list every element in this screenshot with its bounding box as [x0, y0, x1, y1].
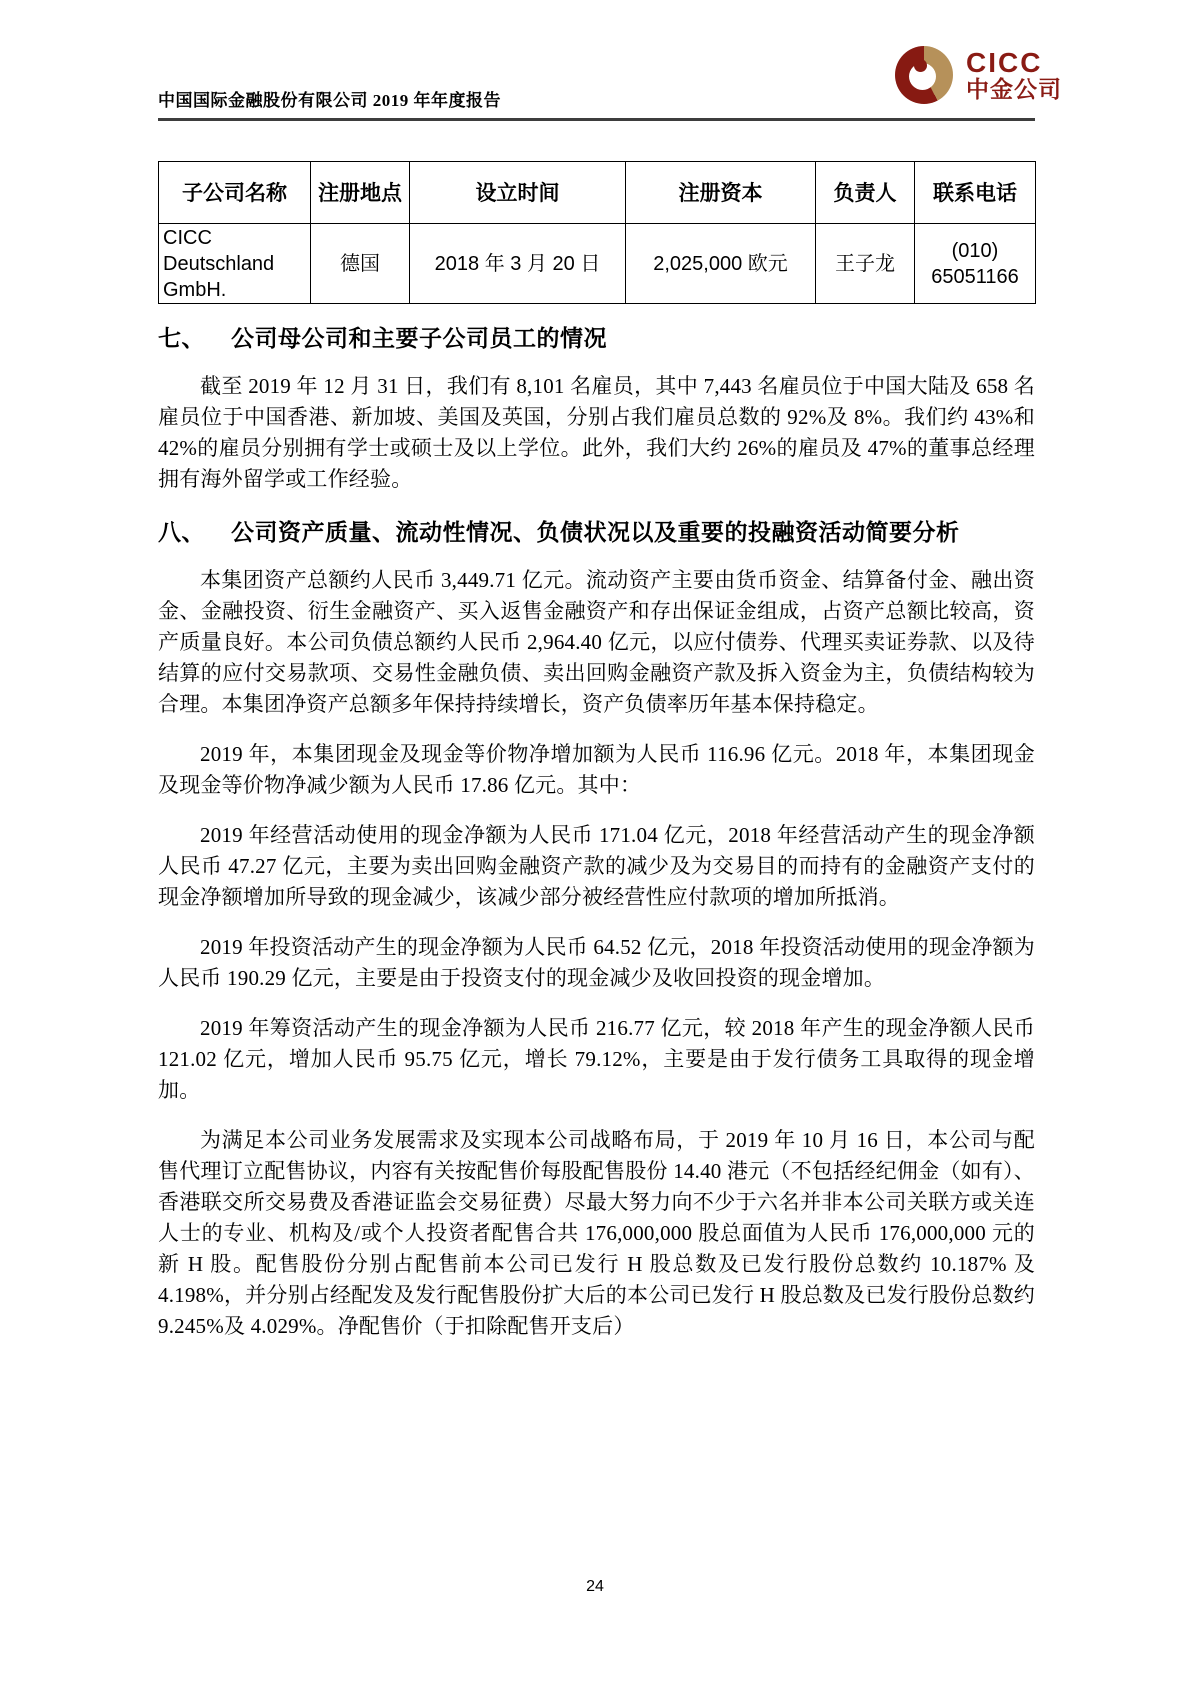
page-content [158, 121, 1035, 1342]
table-row [159, 224, 1036, 304]
section-8-paragraph-4: 2019 年投资活动产生的现金净额为人民币 64.52 亿元，2018 年投资活动使用的现金净额为人民币 190.29 亿元，主要是由于投资支付的现金减少及收回投资的现金增加。 [158, 935, 1035, 990]
cell-subsidiary-name: CICC Deutschland GmbH. [159, 224, 311, 304]
col-header-establish-date: 设立时间 [410, 162, 626, 224]
section-8-paragraph-3: 2019 年经营活动使用的现金净额为人民币 171.04 亿元，2018 年经营活动产生的现金净额人民币 47.27 亿元，主要为卖出回购金融资产款的减少及为交易目的而持有的金融资产支付的现金净额增加所导致的现金减少，该减少部分被经营性应付款项的增加所抵消。 [158, 823, 1035, 909]
logo-chinese-text: 中金公司 [966, 76, 1062, 102]
section-8-title: 公司资产质量、流动性情况、负债状况以及重要的投融资活动简要分析 [231, 519, 960, 545]
cicc-logo-icon [895, 46, 953, 104]
section-7-title: 公司母公司和主要子公司员工的情况 [231, 325, 607, 351]
page-header [0, 0, 1190, 121]
cicc-logo [895, 46, 1062, 104]
cicc-logo-text [966, 48, 1062, 102]
cell-contact-phone: (010) 65051166 [915, 224, 1036, 304]
section-8-paragraph-6: 为满足本公司业务发展需求及实现本公司战略布局，于 2019 年 10 月 16 日，本公司与配售代理订立配售协议，内容有关按配售价每股配售股份 14.40 港元（不包括经纪佣金（如有）、香港联交所交易费及香港证监会交易征费）尽最大努力向不少于六名并非本公司关联方或关连人士的专业、机构及/或个人投资者配售合共 176,000,000 股总面值为人民币 176,000,000 元的新 H 股。配售股份分别占配售前本公司已发行 H 股总数及已发行股份总数约 10.187% 及 4.198%，并分别占经配发及发行配售股份扩大后的本公司已发行 H 股总数及已发行股份总数约 9.245%及 4.029%。净配售价（于扣除配售开支后） [158, 1128, 1035, 1338]
col-header-contact-phone: 联系电话 [915, 162, 1036, 224]
cell-registered-location: 德国 [311, 224, 410, 304]
cell-establish-date: 2018 年 3 月 20 日 [410, 224, 626, 304]
report-title: 中国国际金融股份有限公司 2019 年年度报告 [158, 91, 501, 110]
col-header-person-in-charge: 负责人 [816, 162, 915, 224]
col-header-registered-location: 注册地点 [311, 162, 410, 224]
section-8-paragraph-5: 2019 年筹资活动产生的现金净额为人民币 216.77 亿元，较 2018 年产生的现金净额人民币 121.02 亿元，增加人民币 95.75 亿元，增长 79.12%，主要是由于发行债务工具取得的现金增加。 [158, 1016, 1035, 1102]
cell-person-in-charge: 王子龙 [816, 224, 915, 304]
col-header-subsidiary-name: 子公司名称 [159, 162, 311, 224]
section-8-paragraph-2: 2019 年，本集团现金及现金等价物净增加额为人民币 116.96 亿元。2018 年，本集团现金及现金等价物净减少额为人民币 17.86 亿元。其中： [158, 742, 1035, 797]
section-7-heading [158, 320, 1035, 353]
subsidiary-table [158, 161, 1036, 304]
section-8-heading [158, 514, 1035, 547]
section-7-paragraph-1: 截至 2019 年 12 月 31 日，我们有 8,101 名雇员，其中 7,443 名雇员位于中国大陆及 658 名雇员位于中国香港、新加坡、美国及英国，分别占我们雇员总数的 92%及 8%。我们约 43%和 42%的雇员分别拥有学士或硕士及以上学位。此外，我们大约 26%的雇员及 47%的董事总经理拥有海外留学或工作经验。 [158, 374, 1035, 491]
cell-registered-capital: 2,025,000 欧元 [626, 224, 816, 304]
section-7-number: 七、 [158, 325, 205, 351]
section-8-number: 八、 [158, 519, 205, 545]
logo-latin-text: CICC [966, 47, 1043, 79]
col-header-registered-capital: 注册资本 [626, 162, 816, 224]
section-8-paragraph-1: 本集团资产总额约人民币 3,449.71 亿元。流动资产主要由货币资金、结算备付金、融出资金、金融投资、衍生金融资产、买入返售金融资产和存出保证金组成，占资产总额比较高，资产质量良好。本公司负债总额约人民币 2,964.40 亿元，以应付债券、代理买卖证券款、以及待结算的应付交易款项、交易性金融负债、卖出回购金融资产款及拆入资金为主，负债结构较为合理。本集团净资产总额多年保持持续增长，资产负债率历年基本保持稳定。 [158, 568, 1035, 716]
header-divider [158, 118, 1035, 121]
page-number: 24 [586, 1578, 604, 1595]
table-header-row [159, 162, 1036, 224]
